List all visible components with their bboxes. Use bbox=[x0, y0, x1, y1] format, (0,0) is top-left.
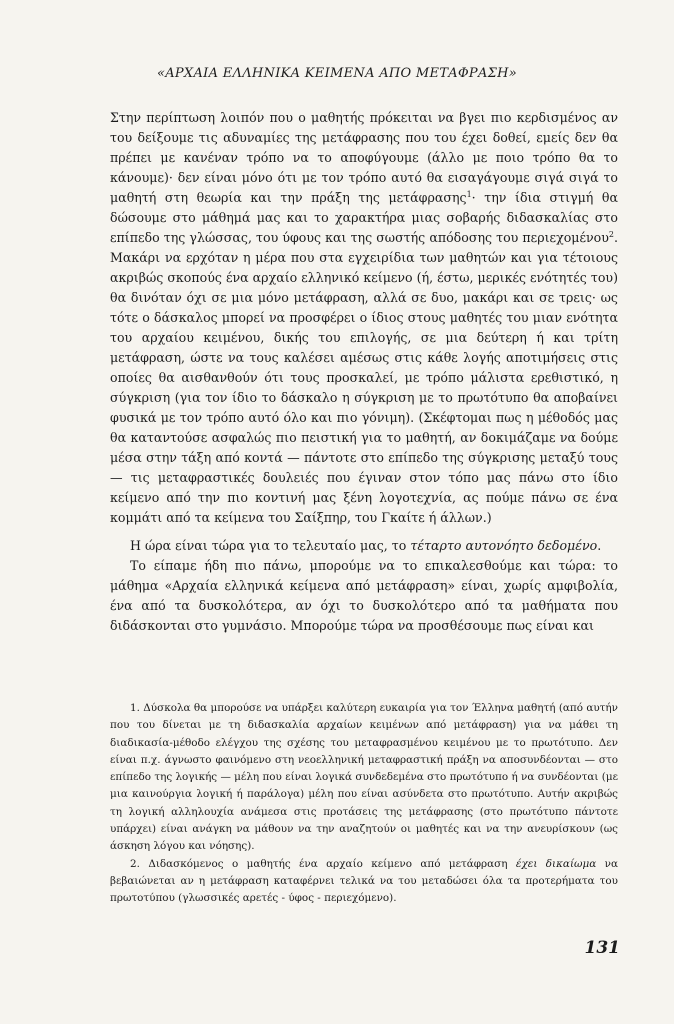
paragraph-text: . bbox=[597, 538, 602, 553]
paragraph: Το είπαμε ήδη πιο πάνω, μπορούμε να το επικαλεσθούμε και τώρα: το μάθημα «Αρχαία ελληνικά κείμενα από μετάφραση» είναι, χωρίς αμφιβολία, ένα από τα δυσκολότερα, αν όχι το δυσκολότερο από τα μαθήματα που διδάσκονται στο γυμνάσιο. Μπορούμε τώρα να προσθέσουμε πως είναι και bbox=[110, 558, 618, 633]
emphasized-text: τέταρτο αυτονόητο δεδομένο bbox=[410, 538, 598, 553]
footnotes bbox=[110, 700, 618, 908]
footnote-ref: 2 bbox=[608, 229, 614, 239]
running-head: «ΑΡΧΑΙΑ ΕΛΛΗΝΙΚΑ ΚΕΙΜΕΝΑ ΑΠΟ ΜΕΤΑΦΡΑΣΗ» bbox=[156, 66, 518, 81]
paragraph-text: . Μακάρι να ερχόταν η μέρα που στα εγχειρίδια των μαθητών και για τέτοιους ακριβώς σκοπούς ένα αρχαίο ελληνικό κείμενο (ή, έστω, μερικές ενότητές του) θα δινόταν όχι σε μια μόνο μετάφραση, αλλά σε δυο, μακάρι και σε τρεις· ως τότε ο δάσκαλος μπορεί να προσφέρει ο ίδιος στους μαθητές του μιαν ενότητα του αρχαίου κειμένου, δικής του επιλογής, σε μια δεύτερη ή και τρίτη μετάφραση, ώστε να τους καλέσει αμέσως στις κάθε λογής αποτιμήσεις στις οποίες θα αισθανθούν ότι τους προσκαλεί, με τρόπο μάλιστα ερεθιστικό, η σύγκριση (για τον ίδιο το δάσκαλο η σύγκριση με το πρωτότυπο θα αποβαίνει φυσικά με τον τρόπο αυτό όλο και πιο γόνιμη). (Σκέφτομαι πως η μέθοδός μας θα καταντούσε ασφαλώς πιο πειστική για το μαθητή, αν δοκιμάζαμε να δούμε μέσα στην τάξη από κοντά — πάντοτε στο επίπεδο της σύγκρισης μεταξύ τους — τις μεταφραστικές δουλειές που έγιναν στον τόπο μας πάνω στο ίδιο κείμενο από την πιο κοντινή μας ξένη λογοτεχνία, ας πούμε πάνω σε ένα κομμάτι από τα κείμενα του Σαίξπηρ, του Γκαίτε ή άλλων.) bbox=[110, 230, 618, 525]
footnote-ref: 1 bbox=[466, 189, 472, 199]
paragraph bbox=[110, 108, 618, 528]
footnote-text: Δύσκολα θα μπορούσε να υπάρξει καλύτερη ευκαιρία για τον Έλληνα μαθητή (από αυτήν που του δίνεται με τη διδασκαλία αρχαίων κειμένων από μετάφραση) για να μάθει τη διαδικασία-μέθοδο ελέγχου της σχέσης του μεταφρασμένου κειμένου με το πρωτότυπο. Δεν είναι π.χ. άγνωστο φαινόμενο στη νεοελληνική μεταφραστική πράξη να αποσυνδέονται — στο επίπεδο της λογικής — μέλη που είναι λογικά συνδεδεμένα στο πρωτότυπο ή να συνδέονται (με μια καινούργια λογική ή παράλογα) μέλη που είναι ασύνδετα στο πρωτότυπο. Αυτήν ακριβώς τη λογική αλληλουχία ανάμεσα στις προτάσεις της μετάφρασης (στο πρωτότυπο πάντοτε υπάρχει) είναι ανάγκη να μάθουν να την αναζητούν οι μαθητές και να την ανευρίσκουν (ως άσκηση λόγου και νόησης). bbox=[110, 702, 618, 853]
page-number: 131 bbox=[584, 938, 620, 958]
footnote-number: 2. bbox=[130, 857, 140, 870]
footnote-text: Διδασκόμενος ο μαθητής ένα αρχαίο κείμενο από μετάφραση bbox=[148, 857, 516, 870]
emphasized-text: έχει δικαίωμα bbox=[515, 857, 597, 870]
paragraph-text: Στην περίπτωση λοιπόν που ο μαθητής πρόκειται να βγει πιο κερδισμένος αν του δείξουμε τις αδυναμίες της μετάφρασης που του έχει δοθεί, εμείς δεν θα πρέπει με κανέναν τρόπο να το αποφύγουμε (άλλο με ποιο τρόπο θα το κάνουμε)· δεν είναι μόνο ότι με τον τρόπο αυτό θα εισαγάγουμε σιγά σιγά το μαθητή στη θεωρία και την πράξη της μετάφρασης bbox=[110, 110, 618, 205]
paragraph-text: Η ώρα είναι τώρα για το τελευταίο μας, το bbox=[130, 538, 411, 553]
body-text bbox=[110, 108, 618, 636]
footnote-text: να βεβαιώνεται αν η μετάφραση καταφέρνει τελικά να του μεταδώσει όλα τα προτερήματα του πρωτοτύπου (γλωσσικές αρετές - ύφος - περιεχόμενο). bbox=[110, 857, 619, 905]
footnote bbox=[110, 856, 618, 908]
paragraph-text: · την ίδια στιγμή θα δώσουμε στο μάθημά μας και το χαρακτήρα μιας σοβαρής διδασκαλίας στο επίπεδο της γλώσσας, του ύφους και της σωστής απόδοσης του περιεχομένου bbox=[110, 190, 618, 245]
paragraph bbox=[110, 536, 618, 556]
footnote-number: 1. bbox=[130, 702, 140, 714]
footnote bbox=[110, 700, 618, 856]
